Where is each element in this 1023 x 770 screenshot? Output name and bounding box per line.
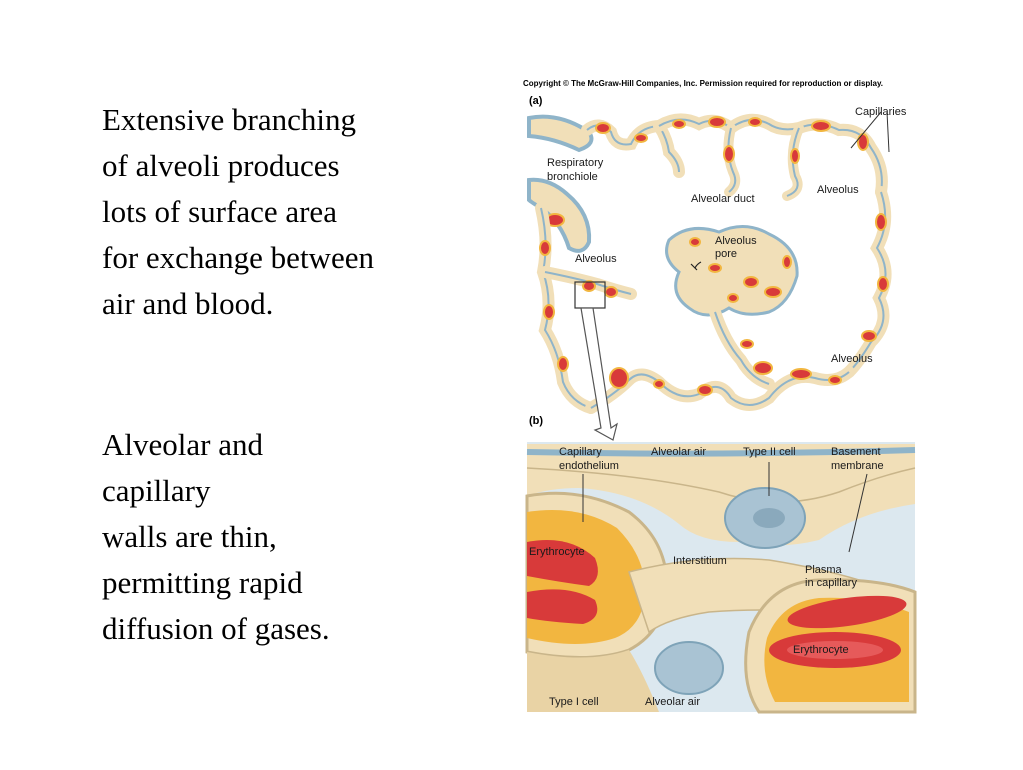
label-erythrocyte-left: Erythrocyte bbox=[529, 546, 585, 558]
panel-a-tag: (a) bbox=[529, 95, 543, 107]
label-respiratory-bronchiole-2: bronchiole bbox=[547, 171, 598, 183]
label-alveolar-air-top: Alveolar air bbox=[651, 446, 707, 458]
panel-b-tag: (b) bbox=[529, 415, 544, 427]
label-interstitium: Interstitium bbox=[673, 555, 727, 567]
label-type-ii-cell: Type II cell bbox=[743, 446, 796, 458]
label-basement-membrane-1: Basement bbox=[831, 446, 881, 458]
text-line: Alveolar and bbox=[102, 427, 263, 462]
text-line: permitting rapid bbox=[102, 565, 303, 600]
text-line: capillary bbox=[102, 473, 211, 508]
text-line: of alveoli produces bbox=[102, 148, 340, 183]
alveoli-illustration bbox=[519, 72, 923, 714]
text-line: diffusion of gases. bbox=[102, 611, 330, 646]
label-alveolus-right: Alveolus bbox=[817, 184, 859, 196]
label-type-i-cell: Type I cell bbox=[549, 696, 599, 708]
label-capillaries: Capillaries bbox=[855, 106, 907, 118]
label-basement-membrane-2: membrane bbox=[831, 460, 884, 472]
alveoli-figure bbox=[519, 72, 923, 714]
paragraph-surface-area bbox=[102, 97, 374, 327]
text-line: lots of surface area bbox=[102, 194, 337, 229]
text-line: air and blood. bbox=[102, 286, 274, 321]
label-alveolar-air-bottom: Alveolar air bbox=[645, 696, 701, 708]
label-capillary-endothelium-1: Capillary bbox=[559, 446, 602, 458]
text-line: for exchange between bbox=[102, 240, 374, 275]
label-alveolus-pore-1: Alveolus bbox=[715, 235, 757, 247]
label-plasma-2: in capillary bbox=[805, 577, 857, 589]
label-erythrocyte-right: Erythrocyte bbox=[793, 644, 849, 656]
text-line: Extensive branching bbox=[102, 102, 356, 137]
label-plasma-1: Plasma bbox=[805, 564, 842, 576]
paragraph-thin-walls bbox=[102, 422, 330, 652]
label-alveolar-duct: Alveolar duct bbox=[691, 193, 755, 205]
label-respiratory-bronchiole-1: Respiratory bbox=[547, 157, 604, 169]
label-capillary-endothelium-2: endothelium bbox=[559, 460, 619, 472]
label-alveolus-bottom: Alveolus bbox=[831, 353, 873, 365]
label-alveolus-left: Alveolus bbox=[575, 253, 617, 265]
copyright-notice: Copyright © The McGraw-Hill Companies, Inc. Permission required for reproduction or display. bbox=[523, 79, 884, 88]
text-line: walls are thin, bbox=[102, 519, 277, 554]
label-alveolus-pore-2: pore bbox=[715, 248, 738, 260]
